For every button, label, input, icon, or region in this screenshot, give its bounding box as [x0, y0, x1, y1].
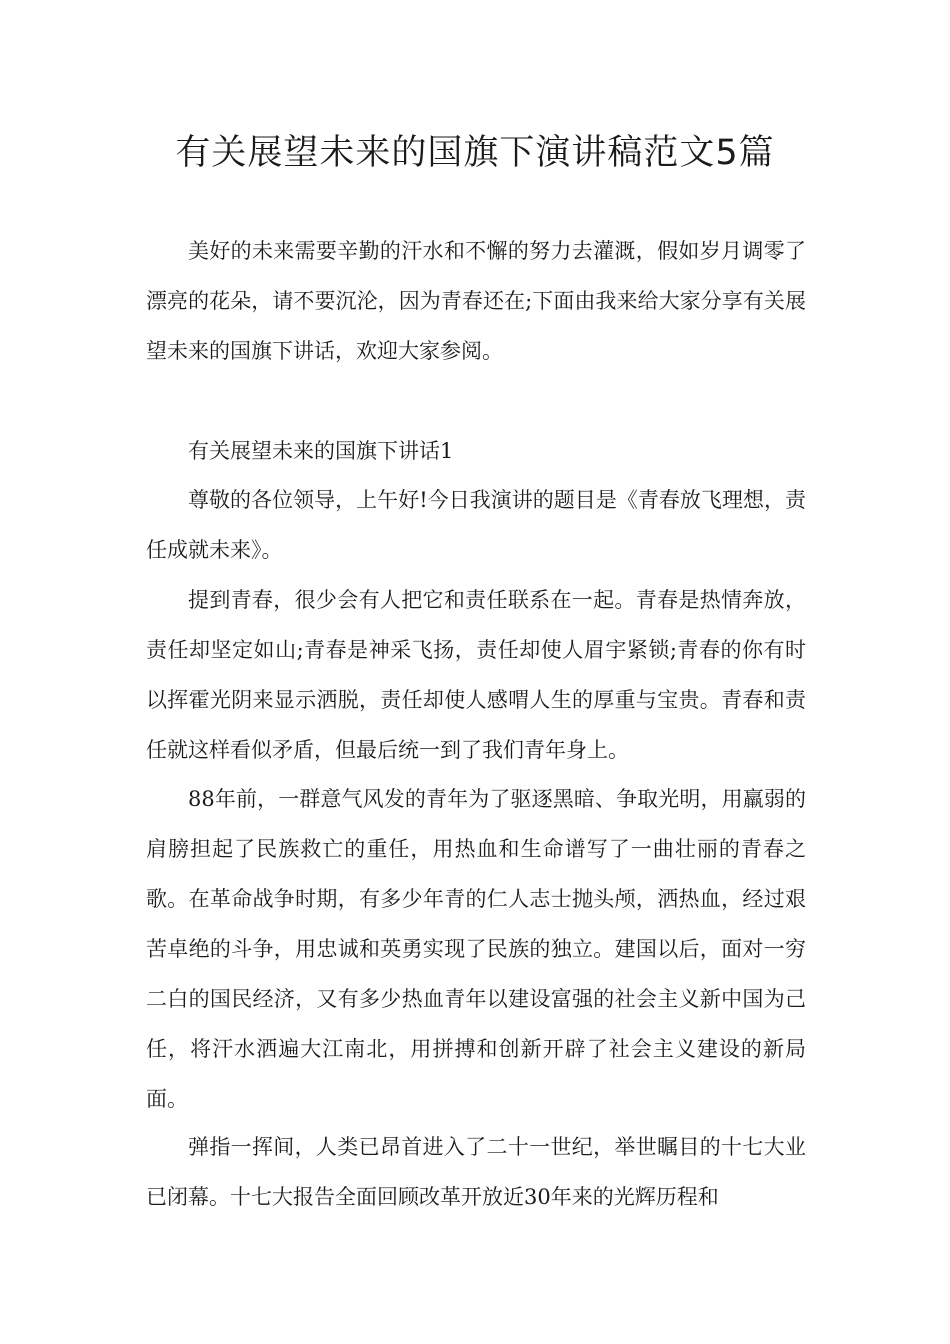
- intro-paragraph: 美好的未来需要辛勤的汗水和不懈的努力去灌溉，假如岁月调零了漂亮的花朵，请不要沉沦，因为青春还在;下面由我来给大家分享有关展望未来的国旗下讲话，欢迎大家参阅。: [146, 239, 806, 363]
- body-paragraph-4: 弹指一挥间，人类已昂首进入了二十一世纪，举世瞩目的十七大业已闭幕。十七大报告全面回顾改革开放近30年来的光辉历程和: [146, 1135, 806, 1209]
- body-paragraph-1: 尊敬的各位领导，上午好!今日我演讲的题目是《青春放飞理想，责任成就未来》。: [146, 488, 806, 562]
- body-paragraph-2: 提到青春，很少会有人把它和责任联系在一起。青春是热情奔放，责任却坚定如山;青春是神采飞扬，责任却使人眉宇紧锁;青春的你有时以挥霍光阴来显示洒脱，责任却使人感喟人生的厚重与宝贵。青春和责任就这样看似矛盾，但最后统一到了我们青年身上。: [146, 588, 806, 762]
- document-title: 有关展望未来的国旗下演讲稿范文5篇: [175, 133, 775, 173]
- body-paragraph-3: 88年前，一群意气风发的青年为了驱逐黑暗、争取光明，用羸弱的肩膀担起了民族救亡的重任，用热血和生命谱写了一曲壮丽的青春之歌。在革命战争时期，有多少年青的仁人志士抛头颅，洒热血，经过艰苦卓绝的斗争，用忠诚和英勇实现了民族的独立。建国以后，面对一穷二白的国民经济，又有多少热血青年以建设富强的社会主义新中国为己任，将汗水洒遍大江南北，用拼搏和创新开辟了社会主义建设的新局面。: [146, 787, 806, 1111]
- section-heading: 有关展望未来的国旗下讲话1: [188, 439, 454, 463]
